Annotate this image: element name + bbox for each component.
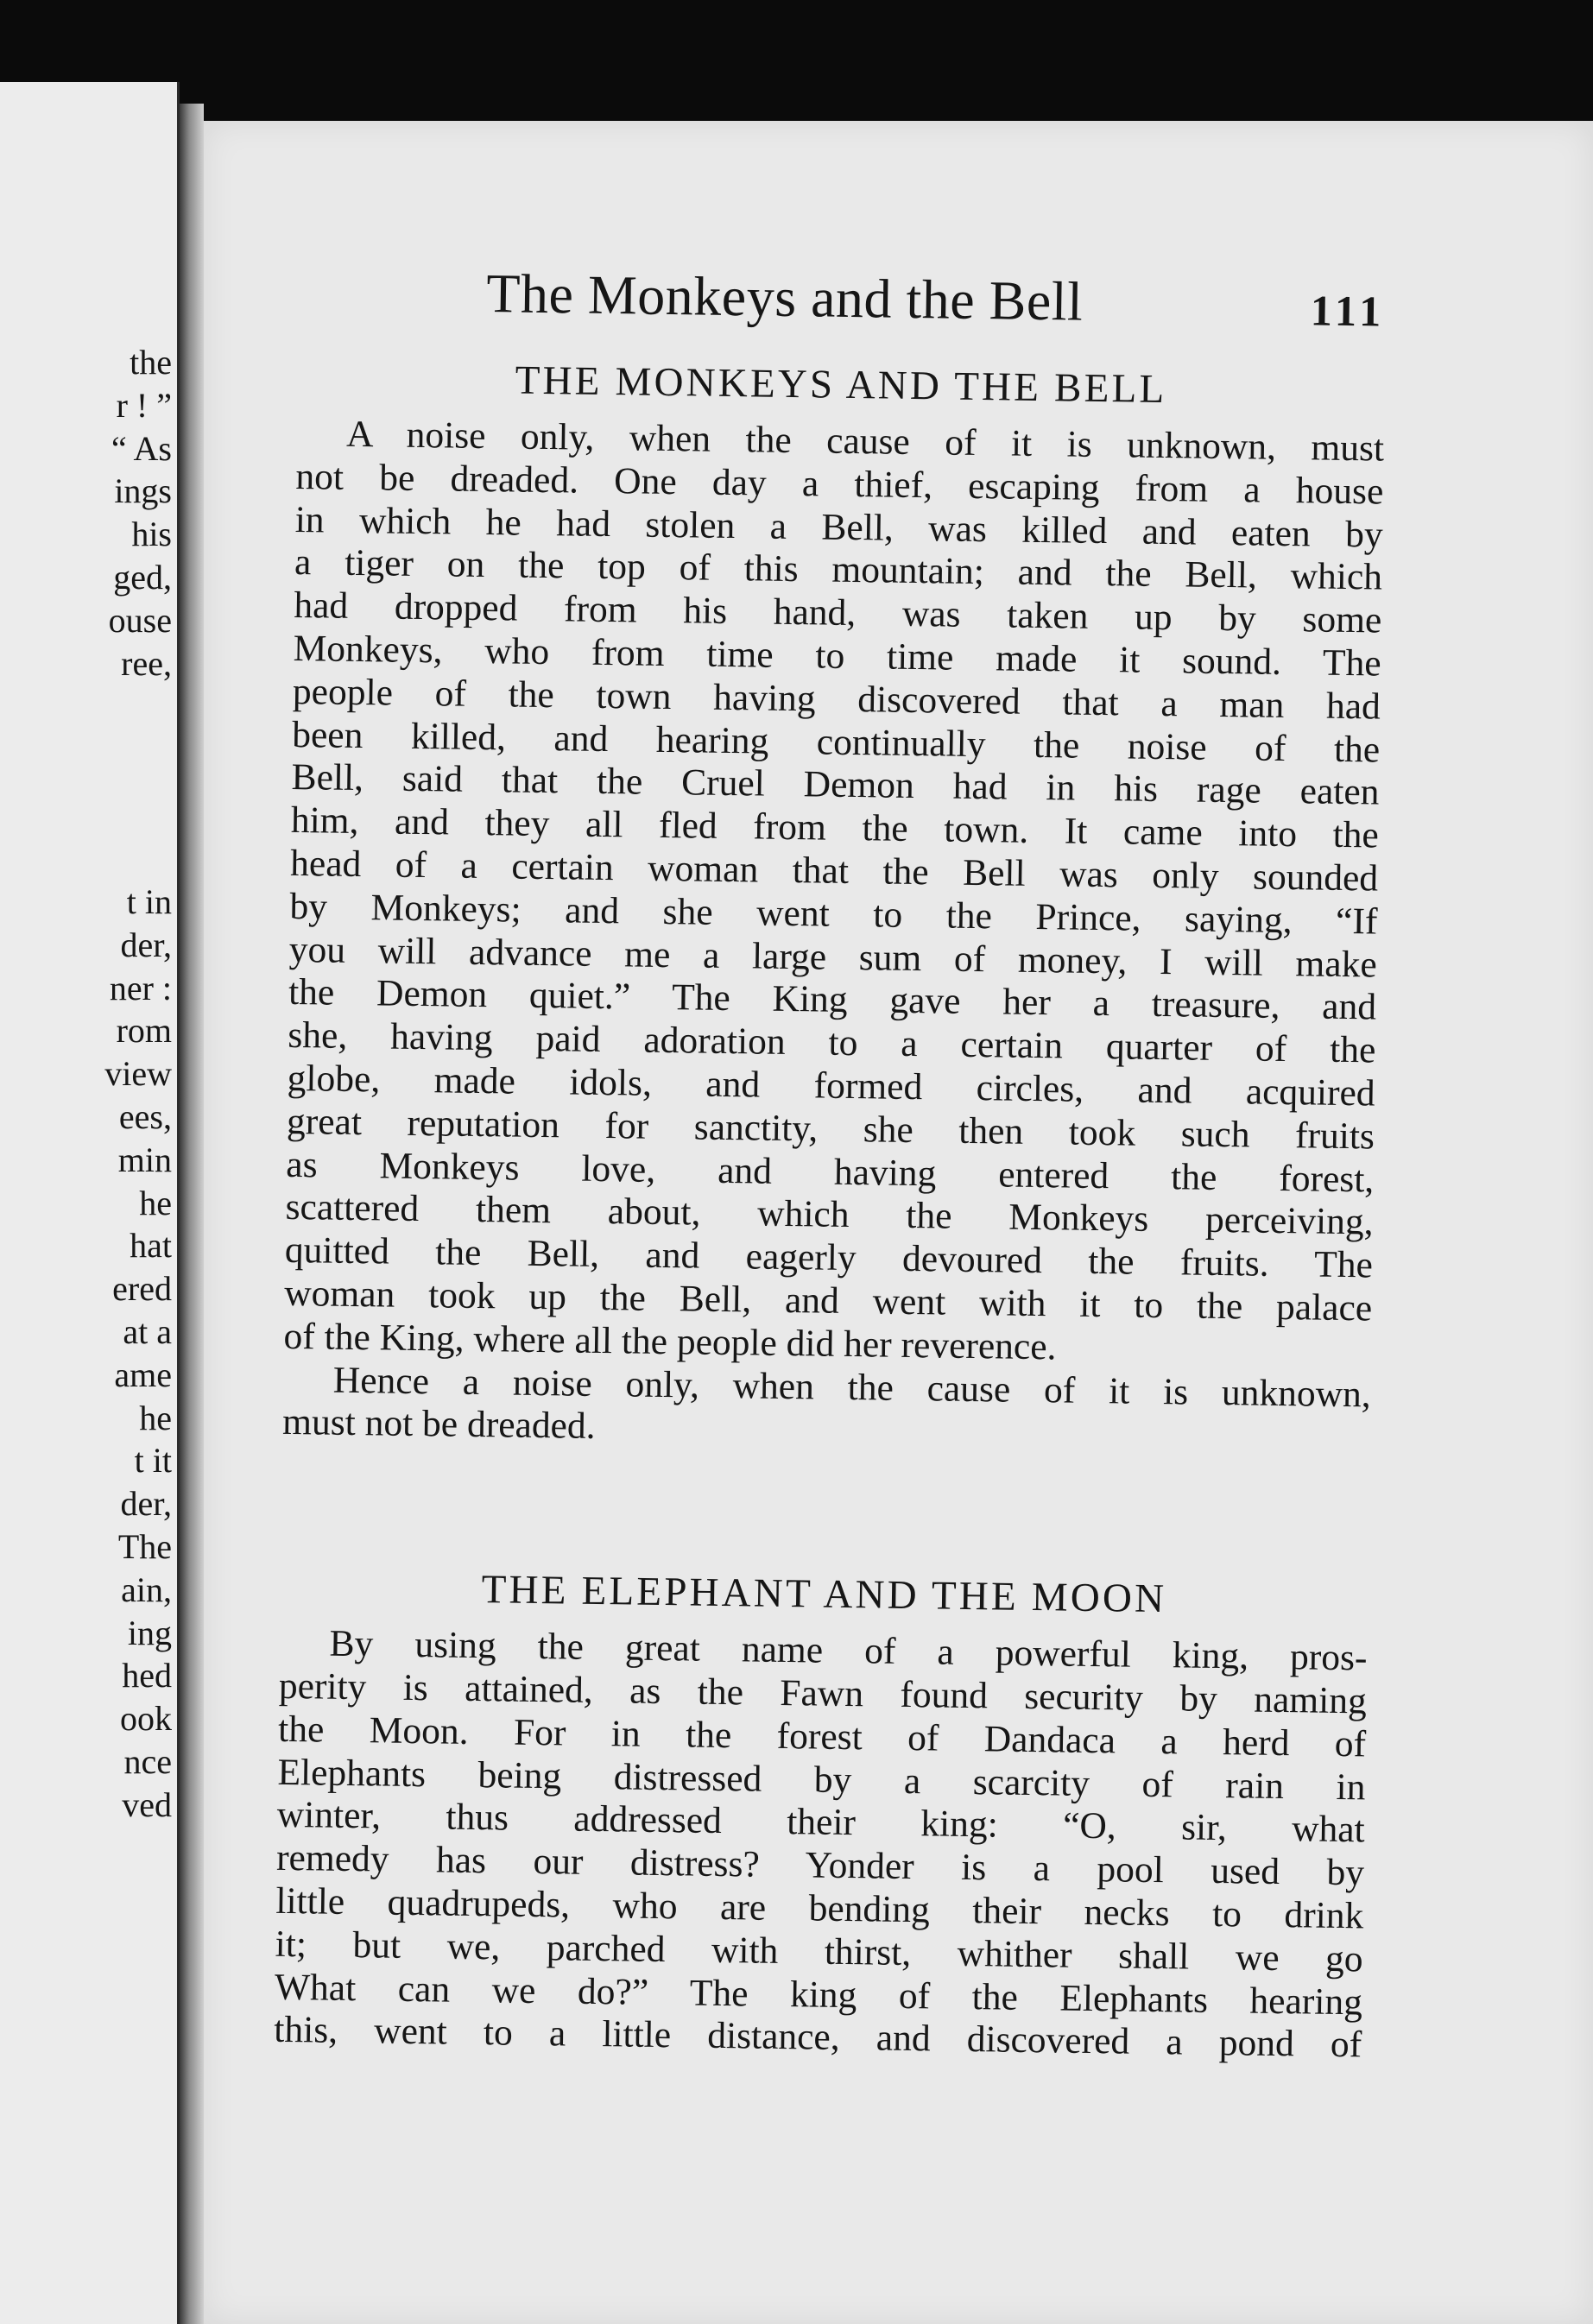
left-page	[0, 82, 180, 2324]
story-monkeys-paragraph-2	[282, 1358, 1371, 1459]
text-fragment: ings	[114, 471, 172, 511]
text-fragment: at a	[123, 1311, 172, 1351]
left-page-fragments-bottom	[104, 881, 177, 1827]
text-line: A noise only, when the cause of it is unknown, must	[345, 413, 1385, 470]
text-fragment: ouse	[108, 600, 172, 640]
text-fragment: ved	[122, 1784, 172, 1824]
text-fragment: ner :	[109, 968, 172, 1007]
text-fragment: r ! ”	[116, 385, 172, 425]
text-fragment: his	[131, 515, 172, 554]
text-fragment: he	[139, 1398, 172, 1437]
text-line: Hence a noise only, when the cause of it is unknown,	[332, 1359, 1372, 1415]
text-fragment: “ As	[111, 428, 172, 468]
text-line: been killed, and hearing continually the noise of the	[291, 713, 1381, 771]
text-fragment: hat	[130, 1226, 172, 1266]
text-line: woman took up the Bell, and went with it to the palace	[283, 1272, 1373, 1329]
text-fragment: ged,	[113, 557, 172, 597]
text-line: it; but we, parched with thirst, whither shall we go	[275, 1923, 1363, 1980]
text-fragment: min	[117, 1140, 172, 1179]
page-content	[274, 259, 1387, 2067]
text-line: of the King, where all the people did her reverence.	[283, 1315, 1057, 1368]
text-line: head of a certain woman that the Bell was only sounded	[289, 842, 1379, 900]
story-title-elephant: THE ELEPHANT AND THE MOON	[481, 1567, 1167, 1622]
text-fragment: der,	[120, 925, 172, 964]
text-line: must not be dreaded.	[281, 1401, 596, 1448]
running-head	[298, 259, 1387, 352]
text-line: Elephants being distressed by a scarcity of rain in	[277, 1751, 1366, 1808]
text-line: him, and they all fled from the town. It came into the	[290, 799, 1380, 856]
story-elephant-paragraph-1	[274, 1622, 1368, 2068]
text-fragment: the	[130, 343, 172, 382]
text-fragment: der,	[120, 1484, 172, 1524]
text-line: this, went to a little distance, and discovered a pond of	[274, 2009, 1362, 2066]
text-fragment: ook	[120, 1699, 172, 1739]
text-fragment: ree,	[121, 643, 172, 683]
section-spacer	[281, 1444, 1370, 1562]
text-line: great reputation for sanctity, she then took such fruits	[286, 1100, 1375, 1158]
book-gutter	[180, 104, 204, 2324]
text-line: remedy has our distress? Yonder is a pool used by	[275, 1836, 1365, 1894]
page-number: 111	[1310, 286, 1387, 336]
text-line: in which he had stolen a Bell, was killed and eaten by	[294, 498, 1384, 556]
text-fragment: ered	[112, 1269, 172, 1309]
text-fragment: The	[117, 1526, 172, 1566]
text-fragment: t it	[134, 1441, 172, 1481]
text-line: the Demon quiet.” The King gave her a treasure, and	[288, 971, 1377, 1028]
right-page	[204, 121, 1593, 2324]
text-line: Bell, said that the Cruel Demon had in his rage eaten	[291, 756, 1380, 813]
text-line: she, having paid adoration to a certain quarter of the	[288, 1014, 1376, 1071]
text-fragment: view	[104, 1054, 172, 1094]
text-line: What can we do?” The king of the Elephants hearing	[274, 1966, 1363, 2023]
text-fragment: ing	[127, 1613, 172, 1652]
running-head-title: The Monkeys and the Bell	[485, 262, 1084, 332]
story-title-monkeys: THE MONKEYS AND THE BELL	[515, 357, 1167, 413]
text-fragment: ees,	[118, 1096, 172, 1136]
text-fragment: rom	[116, 1011, 172, 1051]
text-line: the Moon. For in the forest of Dandaca a herd of	[277, 1708, 1367, 1765]
text-fragment: he	[139, 1183, 172, 1222]
text-line: perity is attained, as the Fawn found security by naming	[278, 1664, 1368, 1722]
text-line: a tiger on the top of this mountain; and the Bell, which	[294, 541, 1383, 598]
story-monkeys-paragraph-1	[283, 413, 1384, 1374]
text-line: people of the town having discovered that a man had	[292, 670, 1381, 728]
text-fragment: ame	[114, 1355, 172, 1394]
text-line: as Monkeys love, and having entered the forest,	[286, 1143, 1375, 1201]
text-line: winter, thus addressed their king: “O, sir, what	[276, 1794, 1366, 1851]
text-line: Monkeys, who from time to time made it sound. The	[293, 627, 1381, 685]
text-line: had dropped from his hand, was taken up by some	[294, 584, 1382, 641]
text-line: not be dreaded. One day a thief, escaping from a house	[295, 455, 1384, 513]
text-fragment: ain,	[121, 1569, 172, 1609]
text-fragment: hed	[122, 1656, 172, 1696]
text-line: quitted the Bell, and eagerly devoured the fruits. The	[284, 1229, 1374, 1286]
text-line: scattered them about, which the Monkeys perceiving,	[285, 1186, 1374, 1243]
text-line: you will advance me a large sum of money, I will make	[288, 928, 1378, 986]
text-line: By using the great name of a powerful king, pros-	[329, 1622, 1368, 1679]
text-fragment: t in	[126, 882, 172, 921]
text-line: little quadrupeds, who are bending their necks to drink	[275, 1879, 1364, 1937]
text-line: globe, made idols, and formed circles, and acquired	[287, 1057, 1375, 1115]
text-line: by Monkeys; and she went to the Prince, saying, “If	[289, 885, 1378, 943]
text-fragment: nce	[123, 1741, 172, 1781]
left-page-fragments-top	[109, 341, 177, 685]
